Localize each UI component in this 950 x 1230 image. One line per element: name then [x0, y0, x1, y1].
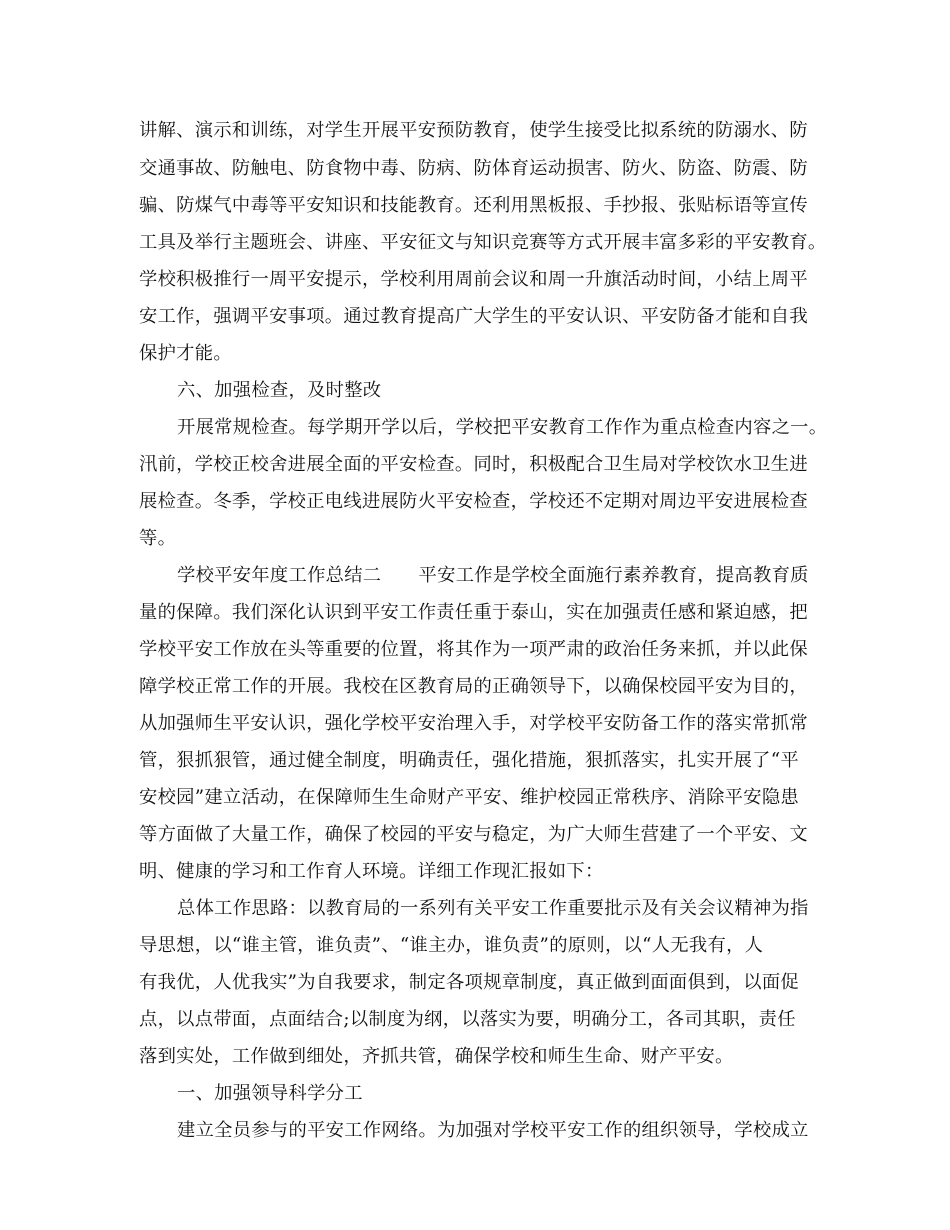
- paragraph-line: 明、健康的学习和工作育人环境。详细工作现汇报如下：: [139, 861, 604, 882]
- paragraph-line: 导思想，以“谁主管，谁负责”、“谁主办，谁负责”的原则，以“人无我有，人: [139, 935, 764, 956]
- paragraph-line: 保护才能。: [139, 343, 232, 364]
- paragraph-line: 等。: [139, 528, 177, 549]
- paragraph-line: 有我优，人优我实”为自我要求，制定各项规章制度，真正做到面面俱到，以面促: [139, 972, 799, 993]
- section-heading: 六、加强检查，及时整改: [177, 380, 382, 401]
- paragraph-line: 点，以点带面，点面结合;以制度为纲，以落实为要，明确分工，各司其职，责任: [139, 1009, 796, 1030]
- paragraph-line: 汛前，学校正校舍进展全面的平安检查。同时，积极配合卫生局对学校饮水卫生进: [139, 454, 808, 475]
- paragraph-line: 等方面做了大量工作，确保了校园的平安与稳定，为广大师生营建了一个平安、文: [139, 824, 808, 845]
- paragraph-line: 管，狠抓狠管，通过健全制度，明确责任，强化措施，狠抓落实，扎实开展了“平: [139, 750, 799, 771]
- paragraph-line: 建立全员参与的平安工作网络。为加强对学校平安工作的组织领导，学校成立: [177, 1120, 809, 1141]
- paragraph-line: 学校平安年度工作总结二 平安工作是学校全面施行素养教育，提高教育质: [177, 565, 809, 586]
- paragraph-line: 总体工作思路：以教育局的一系列有关平安工作重要批示及有关会议精神为指: [177, 898, 809, 919]
- section-heading: 一、加强领导科学分工: [177, 1083, 363, 1104]
- paragraph-line: 学校积极推行一周平安提示，学校利用周前会议和周一升旗活动时间，小结上周平: [139, 269, 808, 290]
- paragraph-line: 骗、防煤气中毒等平安知识和技能教育。还利用黑板报、手抄报、张贴标语等宣传: [139, 195, 808, 216]
- paragraph-line: 学校平安工作放在头等重要的位置，将其作为一项严肃的政治任务来抓，并以此保: [139, 639, 808, 660]
- paragraph-line: 障学校正常工作的开展。我校在区教育局的正确领导下，以确保校园平安为目的，: [139, 676, 808, 697]
- paragraph-line: 工具及举行主题班会、讲座、平安征文与知识竞赛等方式开展丰富多彩的平安教育。: [139, 232, 827, 253]
- paragraph-line: 安校园”建立活动，在保障师生生命财产平安、维护校园正常秩序、消除平安隐患: [139, 787, 799, 808]
- paragraph-line: 量的保障。我们深化认识到平安工作责任重于泰山，实在加强责任感和紧迫感，把: [139, 602, 808, 623]
- paragraph-line: 安工作，强调平安事项。通过教育提高广大学生的平安认识、平安防备才能和自我: [139, 306, 808, 327]
- paragraph-line: 讲解、演示和训练，对学生开展平安预防教育，使学生接受比拟系统的防溺水、防: [139, 120, 808, 141]
- paragraph-line: 展检查。冬季，学校正电线进展防火平安检查，学校还不定期对周边平安进展检查: [139, 491, 808, 512]
- paragraph-line: 开展常规检查。每学期开学以后，学校把平安教育工作作为重点检查内容之一。: [177, 417, 828, 438]
- paragraph-line: 从加强师生平安认识，强化学校平安治理入手，对学校平安防备工作的落实常抓常: [139, 713, 808, 734]
- paragraph-line: 交通事故、防触电、防食物中毒、防病、防体育运动损害、防火、防盗、防震、防: [139, 158, 808, 179]
- paragraph-line: 落到实处，工作做到细处，齐抓共管，确保学校和师生生命、财产平安。: [139, 1046, 734, 1067]
